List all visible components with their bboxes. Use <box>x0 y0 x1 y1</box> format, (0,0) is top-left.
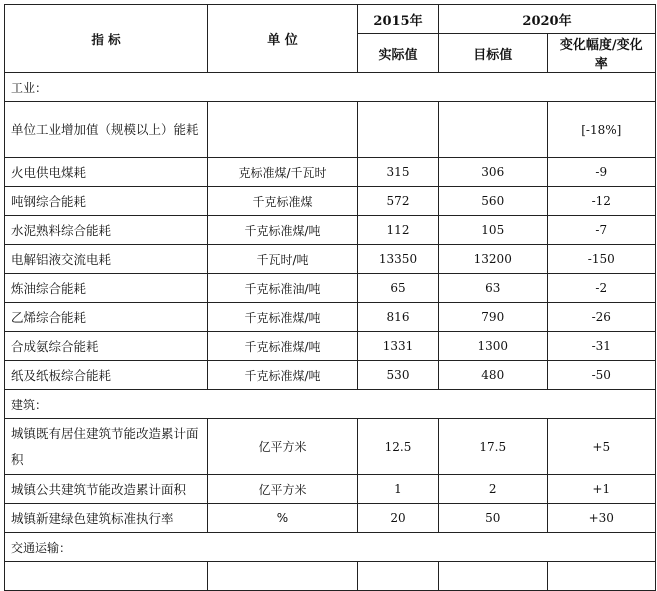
target-cell: 1300 <box>439 332 548 361</box>
section-row-transport <box>5 533 656 562</box>
indicator-cell: 城镇公共建筑节能改造累计面积 <box>5 475 208 504</box>
change-cell: -9 <box>547 158 656 187</box>
change-cell: -26 <box>547 303 656 332</box>
table-row <box>5 274 656 303</box>
change-header: 变化幅度/变化率 <box>547 34 656 73</box>
unit-cell: 亿平方米 <box>208 475 358 504</box>
table-row <box>5 303 656 332</box>
energy-indicator-table <box>4 4 656 591</box>
target-cell: 790 <box>439 303 548 332</box>
unit-header: 单 位 <box>208 5 358 73</box>
unit-cell <box>208 562 358 591</box>
target-cell: 560 <box>439 187 548 216</box>
unit-cell: 千克标准煤/吨 <box>208 216 358 245</box>
target-cell: 13200 <box>439 245 548 274</box>
header-row-1 <box>5 5 656 34</box>
change-cell: -50 <box>547 361 656 390</box>
table-row <box>5 419 656 475</box>
target-cell: 480 <box>439 361 548 390</box>
target-cell: 105 <box>439 216 548 245</box>
change-cell: +1 <box>547 475 656 504</box>
change-cell: [-18%] <box>547 102 656 158</box>
table-row-partial <box>5 562 656 591</box>
unit-cell: 千克标准煤/吨 <box>208 303 358 332</box>
table-row <box>5 475 656 504</box>
indicator-cell: 水泥熟料综合能耗 <box>5 216 208 245</box>
indicator-cell: 单位工业增加值（规模以上）能耗 <box>5 102 208 158</box>
change-cell: -2 <box>547 274 656 303</box>
table-row <box>5 504 656 533</box>
change-cell: -7 <box>547 216 656 245</box>
change-cell: +5 <box>547 419 656 475</box>
change-cell: -12 <box>547 187 656 216</box>
year-2015-header: 2015年 <box>358 5 439 34</box>
actual-cell: 315 <box>358 158 439 187</box>
change-cell: -150 <box>547 245 656 274</box>
section-row-building <box>5 390 656 419</box>
table-row <box>5 216 656 245</box>
actual-cell <box>358 562 439 591</box>
year-2020-header: 2020年 <box>439 5 656 34</box>
actual-cell: 530 <box>358 361 439 390</box>
table-row <box>5 187 656 216</box>
target-cell <box>439 562 548 591</box>
actual-cell: 572 <box>358 187 439 216</box>
section-label: 工业： <box>5 73 656 102</box>
change-cell: -31 <box>547 332 656 361</box>
unit-cell: 克标准煤/千瓦时 <box>208 158 358 187</box>
table-row <box>5 332 656 361</box>
indicator-cell: 纸及纸板综合能耗 <box>5 361 208 390</box>
unit-cell <box>208 102 358 158</box>
unit-cell: 千克标准煤/吨 <box>208 332 358 361</box>
actual-header: 实际值 <box>358 34 439 73</box>
target-cell: 2 <box>439 475 548 504</box>
unit-cell: 千瓦时/吨 <box>208 245 358 274</box>
unit-cell: 亿平方米 <box>208 419 358 475</box>
actual-cell: 65 <box>358 274 439 303</box>
section-row-industry <box>5 73 656 102</box>
actual-cell: 112 <box>358 216 439 245</box>
actual-cell: 1331 <box>358 332 439 361</box>
indicator-cell: 乙烯综合能耗 <box>5 303 208 332</box>
indicator-cell: 电解铝液交流电耗 <box>5 245 208 274</box>
indicator-cell: 火电供电煤耗 <box>5 158 208 187</box>
actual-cell <box>358 102 439 158</box>
indicator-cell: 炼油综合能耗 <box>5 274 208 303</box>
indicator-cell <box>5 562 208 591</box>
actual-cell: 20 <box>358 504 439 533</box>
indicator-cell: 城镇既有居住建筑节能改造累计面积 <box>5 419 208 475</box>
table-row <box>5 361 656 390</box>
target-cell <box>439 102 548 158</box>
unit-cell: 千克标准煤/吨 <box>208 361 358 390</box>
table-row <box>5 102 656 158</box>
table-row <box>5 158 656 187</box>
actual-cell: 1 <box>358 475 439 504</box>
indicator-cell: 城镇新建绿色建筑标准执行率 <box>5 504 208 533</box>
indicator-header: 指 标 <box>5 5 208 73</box>
section-label: 建筑： <box>5 390 656 419</box>
section-label: 交通运输： <box>5 533 656 562</box>
indicator-cell: 合成氨综合能耗 <box>5 332 208 361</box>
unit-cell: 千克标准油/吨 <box>208 274 358 303</box>
unit-cell: % <box>208 504 358 533</box>
actual-cell: 13350 <box>358 245 439 274</box>
change-cell: +30 <box>547 504 656 533</box>
change-cell <box>547 562 656 591</box>
target-cell: 50 <box>439 504 548 533</box>
actual-cell: 12.5 <box>358 419 439 475</box>
target-cell: 17.5 <box>439 419 548 475</box>
unit-cell: 千克标准煤 <box>208 187 358 216</box>
actual-cell: 816 <box>358 303 439 332</box>
target-cell: 63 <box>439 274 548 303</box>
target-header: 目标值 <box>439 34 548 73</box>
target-cell: 306 <box>439 158 548 187</box>
table-row <box>5 245 656 274</box>
indicator-cell: 吨钢综合能耗 <box>5 187 208 216</box>
